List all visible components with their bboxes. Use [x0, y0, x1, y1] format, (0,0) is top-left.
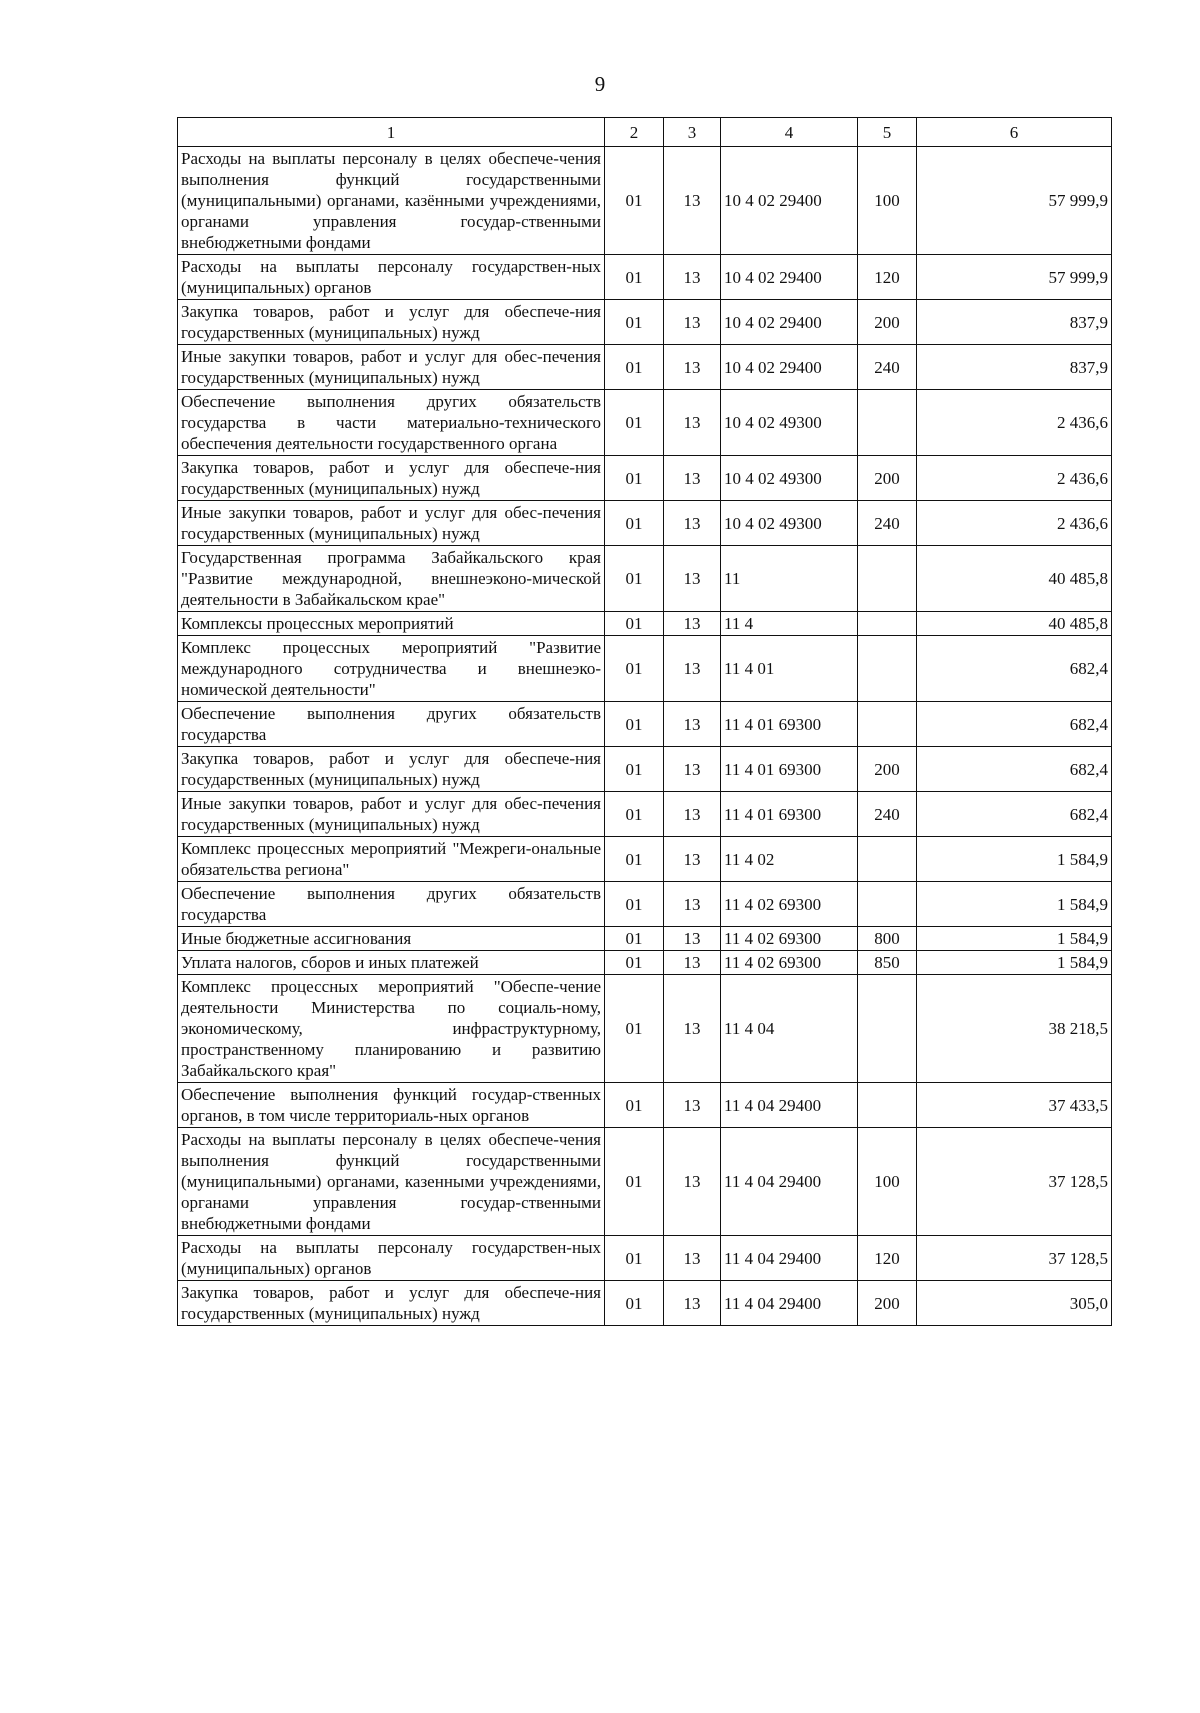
table-row [178, 636, 1112, 702]
row-name-cell: Уплата налогов, сборов и иных платежей [178, 951, 605, 975]
row-name-cell: Обеспечение выполнения других обязательств государства [178, 882, 605, 927]
row-target-article-cell: 10 4 02 29400 [721, 147, 858, 255]
row-name-cell: Комплексы процессных мероприятий [178, 612, 605, 636]
row-target-article-cell: 11 [721, 546, 858, 612]
row-amount-cell: 38 218,5 [917, 975, 1112, 1083]
row-name-cell: Иные закупки товаров, работ и услуг для обес-печения государственных (муниципальных) нужд [178, 501, 605, 546]
table-row [178, 747, 1112, 792]
row-subsection-cell: 13 [664, 147, 721, 255]
row-expense-type-cell [858, 636, 917, 702]
row-expense-type-cell: 200 [858, 1281, 917, 1326]
row-expense-type-cell [858, 546, 917, 612]
row-name-cell: Закупка товаров, работ и услуг для обеспече-ния государственных (муниципальных) нужд [178, 300, 605, 345]
table-row [178, 792, 1112, 837]
row-amount-cell: 57 999,9 [917, 255, 1112, 300]
row-expense-type-cell [858, 702, 917, 747]
row-section-cell: 01 [605, 300, 664, 345]
row-amount-cell: 40 485,8 [917, 546, 1112, 612]
row-target-article-cell: 11 4 04 29400 [721, 1281, 858, 1326]
row-section-cell: 01 [605, 747, 664, 792]
row-name-cell: Иные бюджетные ассигнования [178, 927, 605, 951]
row-target-article-cell: 11 4 [721, 612, 858, 636]
row-target-article-cell: 10 4 02 29400 [721, 300, 858, 345]
table-row [178, 1236, 1112, 1281]
row-amount-cell: 1 584,9 [917, 837, 1112, 882]
row-subsection-cell: 13 [664, 345, 721, 390]
row-subsection-cell: 13 [664, 1281, 721, 1326]
table-row [178, 882, 1112, 927]
row-amount-cell: 1 584,9 [917, 951, 1112, 975]
row-subsection-cell: 13 [664, 975, 721, 1083]
row-name-cell: Иные закупки товаров, работ и услуг для обес-печения государственных (муниципальных) нужд [178, 792, 605, 837]
row-amount-cell: 682,4 [917, 747, 1112, 792]
row-amount-cell: 37 433,5 [917, 1083, 1112, 1128]
row-subsection-cell: 13 [664, 1083, 721, 1128]
row-target-article-cell: 10 4 02 49300 [721, 456, 858, 501]
row-expense-type-cell [858, 612, 917, 636]
row-amount-cell: 1 584,9 [917, 927, 1112, 951]
row-section-cell: 01 [605, 345, 664, 390]
table-row [178, 501, 1112, 546]
row-section-cell: 01 [605, 1128, 664, 1236]
row-target-article-cell: 11 4 04 29400 [721, 1236, 858, 1281]
row-subsection-cell: 13 [664, 882, 721, 927]
row-expense-type-cell: 850 [858, 951, 917, 975]
row-target-article-cell: 10 4 02 29400 [721, 255, 858, 300]
row-name-cell: Обеспечение выполнения других обязательств государства в части материально-технического обеспечения деятельности государственного органа [178, 390, 605, 456]
row-name-cell: Комплекс процессных мероприятий "Обеспе-чение деятельности Министерства по социаль-ному, экономическому, инфраструктурному, пространственному планированию и развитию Забайкальского края" [178, 975, 605, 1083]
row-section-cell: 01 [605, 636, 664, 702]
row-target-article-cell: 11 4 02 69300 [721, 927, 858, 951]
row-expense-type-cell [858, 1083, 917, 1128]
table-row [178, 300, 1112, 345]
row-target-article-cell: 11 4 01 69300 [721, 792, 858, 837]
row-amount-cell: 1 584,9 [917, 882, 1112, 927]
row-target-article-cell: 11 4 04 29400 [721, 1128, 858, 1236]
table-row [178, 927, 1112, 951]
row-target-article-cell: 11 4 04 29400 [721, 1083, 858, 1128]
table-row [178, 1083, 1112, 1128]
row-name-cell: Государственная программа Забайкальского края "Развитие международной, внешнеэконо-мической деятельности в Забайкальском крае" [178, 546, 605, 612]
row-section-cell: 01 [605, 1083, 664, 1128]
row-subsection-cell: 13 [664, 702, 721, 747]
table-row [178, 456, 1112, 501]
row-subsection-cell: 13 [664, 927, 721, 951]
row-target-article-cell: 11 4 01 [721, 636, 858, 702]
row-section-cell: 01 [605, 951, 664, 975]
row-target-article-cell: 11 4 04 [721, 975, 858, 1083]
row-subsection-cell: 13 [664, 636, 721, 702]
row-section-cell: 01 [605, 975, 664, 1083]
row-name-cell: Расходы на выплаты персоналу в целях обеспече-чения выполнения функций государственными (муниципальными) органами, казенными учреждениями, органами управления государ-ственными внебюджетными фондами [178, 1128, 605, 1236]
row-name-cell: Расходы на выплаты персоналу государствен-ных (муниципальных) органов [178, 255, 605, 300]
table-row [178, 1128, 1112, 1236]
row-section-cell: 01 [605, 456, 664, 501]
row-expense-type-cell: 200 [858, 747, 917, 792]
row-section-cell: 01 [605, 837, 664, 882]
row-section-cell: 01 [605, 147, 664, 255]
row-name-cell: Обеспечение выполнения функций государ-ственных органов, в том числе территориаль-ных органов [178, 1083, 605, 1128]
row-amount-cell: 57 999,9 [917, 147, 1112, 255]
row-expense-type-cell: 120 [858, 255, 917, 300]
page-number: 9 [594, 72, 606, 96]
row-name-cell: Иные закупки товаров, работ и услуг для обес-печения государственных (муниципальных) нужд [178, 345, 605, 390]
table-row [178, 546, 1112, 612]
row-expense-type-cell [858, 837, 917, 882]
row-section-cell: 01 [605, 702, 664, 747]
row-amount-cell: 682,4 [917, 792, 1112, 837]
row-expense-type-cell: 240 [858, 792, 917, 837]
row-name-cell: Обеспечение выполнения других обязательств государства [178, 702, 605, 747]
row-subsection-cell: 13 [664, 456, 721, 501]
column-header-target-article: 4 [721, 118, 858, 147]
row-amount-cell: 40 485,8 [917, 612, 1112, 636]
table-row [178, 345, 1112, 390]
table-row [178, 255, 1112, 300]
row-amount-cell: 37 128,5 [917, 1236, 1112, 1281]
row-subsection-cell: 13 [664, 747, 721, 792]
row-subsection-cell: 13 [664, 390, 721, 456]
row-target-article-cell: 11 4 01 69300 [721, 747, 858, 792]
row-expense-type-cell: 800 [858, 927, 917, 951]
row-target-article-cell: 10 4 02 29400 [721, 345, 858, 390]
row-amount-cell: 837,9 [917, 300, 1112, 345]
row-expense-type-cell [858, 882, 917, 927]
row-subsection-cell: 13 [664, 837, 721, 882]
row-expense-type-cell [858, 390, 917, 456]
row-target-article-cell: 10 4 02 49300 [721, 390, 858, 456]
row-expense-type-cell: 100 [858, 147, 917, 255]
row-section-cell: 01 [605, 390, 664, 456]
row-name-cell: Расходы на выплаты персоналу государствен-ных (муниципальных) органов [178, 1236, 605, 1281]
table-row [178, 1281, 1112, 1326]
column-header-name: 1 [178, 118, 605, 147]
row-amount-cell: 837,9 [917, 345, 1112, 390]
row-amount-cell: 37 128,5 [917, 1128, 1112, 1236]
table-row [178, 390, 1112, 456]
table-row [178, 951, 1112, 975]
table-row [178, 612, 1112, 636]
row-section-cell: 01 [605, 612, 664, 636]
row-subsection-cell: 13 [664, 792, 721, 837]
row-expense-type-cell: 120 [858, 1236, 917, 1281]
row-subsection-cell: 13 [664, 546, 721, 612]
row-amount-cell: 305,0 [917, 1281, 1112, 1326]
row-target-article-cell: 11 4 01 69300 [721, 702, 858, 747]
column-header-expense-type: 5 [858, 118, 917, 147]
row-expense-type-cell [858, 975, 917, 1083]
table-row [178, 702, 1112, 747]
row-name-cell: Комплекс процессных мероприятий "Межреги-ональные обязательства региона" [178, 837, 605, 882]
row-name-cell: Комплекс процессных мероприятий "Развитие международного сотрудничества и внешнеэко-номической деятельности" [178, 636, 605, 702]
row-subsection-cell: 13 [664, 951, 721, 975]
row-expense-type-cell: 240 [858, 501, 917, 546]
row-section-cell: 01 [605, 501, 664, 546]
row-name-cell: Закупка товаров, работ и услуг для обеспече-ния государственных (муниципальных) нужд [178, 747, 605, 792]
row-section-cell: 01 [605, 546, 664, 612]
row-section-cell: 01 [605, 255, 664, 300]
row-section-cell: 01 [605, 1281, 664, 1326]
table-header-row [178, 118, 1112, 147]
row-section-cell: 01 [605, 792, 664, 837]
row-amount-cell: 682,4 [917, 702, 1112, 747]
row-name-cell: Расходы на выплаты персоналу в целях обеспече-чения выполнения функций государственными (муниципальными) органами, казёнными учреждениями, органами управления государ-ственными внебюджетными фондами [178, 147, 605, 255]
row-subsection-cell: 13 [664, 300, 721, 345]
row-name-cell: Закупка товаров, работ и услуг для обеспече-ния государственных (муниципальных) нужд [178, 456, 605, 501]
row-target-article-cell: 11 4 02 69300 [721, 882, 858, 927]
table-body [178, 147, 1112, 1326]
table-row [178, 147, 1112, 255]
column-header-section: 2 [605, 118, 664, 147]
row-target-article-cell: 11 4 02 69300 [721, 951, 858, 975]
row-expense-type-cell: 200 [858, 456, 917, 501]
table-row [178, 837, 1112, 882]
row-name-cell: Закупка товаров, работ и услуг для обеспече-ния государственных (муниципальных) нужд [178, 1281, 605, 1326]
row-expense-type-cell: 100 [858, 1128, 917, 1236]
row-amount-cell: 2 436,6 [917, 456, 1112, 501]
column-header-amount: 6 [917, 118, 1112, 147]
table-row [178, 975, 1112, 1083]
row-subsection-cell: 13 [664, 612, 721, 636]
row-expense-type-cell: 240 [858, 345, 917, 390]
row-subsection-cell: 13 [664, 1236, 721, 1281]
row-amount-cell: 682,4 [917, 636, 1112, 702]
row-expense-type-cell: 200 [858, 300, 917, 345]
budget-table [177, 117, 1112, 1326]
row-section-cell: 01 [605, 927, 664, 951]
row-subsection-cell: 13 [664, 255, 721, 300]
row-target-article-cell: 10 4 02 49300 [721, 501, 858, 546]
row-amount-cell: 2 436,6 [917, 390, 1112, 456]
row-target-article-cell: 11 4 02 [721, 837, 858, 882]
row-subsection-cell: 13 [664, 1128, 721, 1236]
row-section-cell: 01 [605, 882, 664, 927]
row-subsection-cell: 13 [664, 501, 721, 546]
row-section-cell: 01 [605, 1236, 664, 1281]
column-header-subsection: 3 [664, 118, 721, 147]
row-amount-cell: 2 436,6 [917, 501, 1112, 546]
